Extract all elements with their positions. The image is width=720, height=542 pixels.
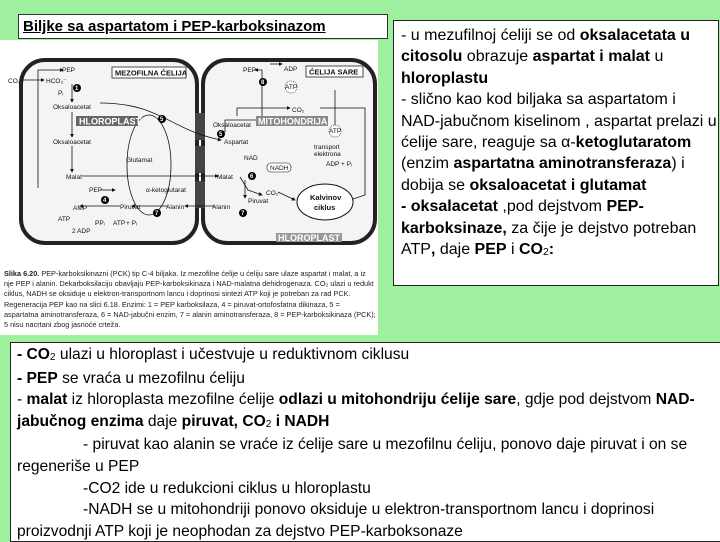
- metabolite: CO₂: [8, 78, 21, 85]
- enzyme-number: 5: [219, 132, 223, 138]
- metabolite: CO₂: [292, 107, 305, 114]
- metabolite: Piruvat: [248, 198, 269, 205]
- right-text-box: [393, 20, 719, 286]
- metabolite: Malat: [217, 174, 233, 181]
- metabolite: AMP: [73, 205, 88, 212]
- bottom-paragraph: [17, 368, 720, 390]
- calvin-cycle-label: Kalvinov: [310, 193, 342, 202]
- metabolite: ADP: [284, 66, 298, 73]
- text-segment: iz hloroplasta mezofilne ćelije: [67, 391, 279, 409]
- slide-title: Biljke sa aspartatom i PEP-karboksinazom: [18, 14, 388, 39]
- bold-text: i NADH: [271, 412, 330, 430]
- bold-text: :: [548, 241, 555, 259]
- text-segment: za čije je dejstvo potreban ATP: [401, 219, 697, 259]
- plasmodesma: [195, 146, 205, 173]
- bold-text: malat: [26, 391, 68, 409]
- bold-text: hloroplastu: [401, 69, 489, 87]
- metabolite: ATP: [285, 84, 298, 91]
- metabolite: transport: [314, 144, 340, 151]
- metabolite: NADH: [270, 165, 289, 172]
- bold-text: odlazi u mitohondriju ćelije sare: [278, 391, 517, 409]
- metabolite: Oksaloacetat: [53, 104, 91, 111]
- metabolite: PEP: [62, 67, 76, 74]
- bold-text: 2: [265, 418, 272, 430]
- right-paragraph: [401, 25, 718, 89]
- bundle-sheath-label: ĆELIJA SARE: [309, 67, 359, 77]
- metabolite: 2 ADP: [72, 228, 91, 235]
- metabolite: Oksaloacetat: [53, 139, 91, 146]
- metabolite: + Pᵢ: [126, 220, 137, 227]
- bold-text: CO: [519, 241, 543, 259]
- text-segment: ) i dobija se: [401, 155, 685, 194]
- enzyme-number: 7: [241, 211, 245, 217]
- text-segment: - u mezufilnoj ćeliji se od: [401, 27, 580, 44]
- enzyme-number: 4: [103, 198, 107, 204]
- metabolite: ADP + Pᵢ: [326, 161, 353, 168]
- chloroplast-label-left: HLOROPLAST: [79, 116, 141, 127]
- bold-text: ketoglutaratom: [575, 134, 692, 152]
- chloroplast-label-right: HLOROPLAST: [278, 233, 340, 243]
- figure-pck-c4-pathway: [0, 40, 378, 335]
- bold-text: aspartat i malat: [532, 48, 650, 66]
- metabolite: ATP: [113, 220, 126, 227]
- text-segment: -: [17, 391, 27, 409]
- mitochondrion-label: MITOHONDRIJA: [258, 116, 328, 127]
- bold-text: PEP: [474, 241, 507, 259]
- text-segment: u: [650, 48, 664, 66]
- bold-text: aspartatna aminotransferaza: [453, 155, 672, 173]
- text-segment: - piruvat kao alanin se vraće iz ćelije sare u mezofilnu ćeliju, ponovo daje piruvat i on se regeneriše u PEP: [17, 436, 688, 475]
- bold-text: - CO: [17, 346, 50, 363]
- enzyme-number: 5: [160, 117, 164, 123]
- metabolite: ATP: [329, 128, 342, 135]
- enzyme-number: 8: [261, 80, 265, 86]
- enzyme-number: 7: [155, 211, 159, 217]
- text-segment: daje: [143, 412, 182, 430]
- bold-text: oksalacetata u citosolu: [401, 27, 691, 66]
- bold-text: - PEP: [17, 369, 58, 387]
- text-segment: 2: [49, 352, 56, 363]
- mesophyll-label: MEZOFILNA ĆELIJA: [115, 68, 188, 78]
- bold-text: - oksalacetat: [401, 198, 498, 216]
- metabolite: Malat: [66, 174, 82, 181]
- metabolite: ATP: [58, 216, 71, 223]
- bottom-text-box: [10, 342, 720, 542]
- figure-caption: [4, 269, 376, 330]
- bold-text: ,: [430, 241, 436, 259]
- bold-text: NAD-jabučnog enzima: [17, 391, 695, 430]
- text-segment: , gdje pod dejstvom: [516, 391, 656, 409]
- text-segment: daje: [435, 241, 475, 259]
- metabolite: Oksaloacetat: [213, 122, 251, 129]
- text-segment: se vraća u mezofilnu ćeliju: [57, 369, 245, 387]
- metabolite: HCO₃⁻: [46, 78, 67, 85]
- metabolite: Piruvat: [120, 204, 141, 211]
- bold-text: piruvat, CO: [181, 412, 266, 430]
- metabolite: PEP: [243, 67, 257, 74]
- text-segment: ulazi u hloroplast i učestvuje u reduktivnom ciklusu: [55, 346, 410, 363]
- bold-text: oksaloacetat i glutamat: [469, 176, 647, 194]
- text-segment: i: [506, 241, 519, 259]
- text-segment: - slično kao kod biljaka sa aspartatom i NAD-jabučnom kiselinom , aspartat prelazi u ćelije sare, reaguje sa α-: [401, 91, 717, 152]
- bottom-paragraph: [17, 389, 720, 434]
- text-segment: ,pod dejstvom: [497, 198, 607, 216]
- text-segment: (enzim: [401, 155, 454, 173]
- bold-text: PEP-karboksinaze,: [401, 198, 644, 237]
- text-segment: -CO2 ide u redukcioni ciklus u hloroplastu: [83, 479, 371, 497]
- metabolite: Alanin: [166, 204, 185, 211]
- metabolite: NAD: [244, 155, 258, 162]
- text-segment: obrazuje: [462, 48, 533, 66]
- bold-text: Slika 6.20.: [4, 269, 40, 278]
- pathway-diagram: [0, 40, 378, 270]
- metabolite: Pᵢ: [58, 90, 64, 97]
- text-segment: PEP-karboksikinazni (PCK) tip C-4 biljaka. Iz mezofilne ćelije u ćeliju sare ulaze aspartat i malat, a iz nje PEP i alanin. Dekarboksilaciju obavljaju PEP-karboksikinaza i NAD-malatna dehidrogenaza. CO₂ ulazi u redukt ciklus, NADH se oksiduje u elektron-transportnom lancu i doprinosi sintezi ATP koji je potreban za rad PCK. Regeneracija PEP kao na slici 6.18. Enzimi: 1 = PEP karboksilaza, 4 = piruvat-ortofosfatna dikinaza, 5 = aspartatna aminotransferaza, 6 = NAD-jabučni enzim, 7 = alanin aminotransferaza, 8 = PEP-karboksikinaza (PCK); 5 nisu nacrtani zbog jasnoće crteža.: [4, 269, 376, 330]
- metabolite: elektrona: [314, 151, 341, 158]
- enzyme-number: 6: [250, 174, 254, 180]
- metabolite: Glutamat: [126, 157, 153, 164]
- bottom-paragraph: [17, 499, 720, 542]
- metabolite: CO₂: [266, 190, 279, 197]
- metabolite: PPᵢ: [95, 220, 105, 227]
- calvin-cycle: [297, 184, 353, 220]
- bottom-paragraph: [17, 478, 720, 500]
- plasmodesma: [195, 181, 205, 208]
- metabolite: PEP: [89, 187, 103, 194]
- bold-text: 2: [543, 247, 549, 259]
- bottom-paragraph: [17, 434, 720, 477]
- right-paragraph: [401, 196, 718, 262]
- metabolite: α-ketoglutarat: [146, 187, 186, 194]
- metabolite: Alanin: [212, 204, 231, 211]
- calvin-cycle-label: ciklus: [314, 203, 336, 212]
- right-paragraph: [401, 89, 718, 196]
- plasmodesma: [195, 113, 205, 140]
- text-segment: -NADH se u mitohondriji ponovo oksiduje u elektron-transportnom lancu i doprinosi proizvodnji ATP koji je neophodan za dejstvo PEP-karboksonaze: [17, 501, 655, 540]
- bottom-paragraph: [17, 344, 720, 368]
- enzyme-number: 1: [75, 86, 79, 92]
- metabolite: Aspartat: [224, 139, 249, 146]
